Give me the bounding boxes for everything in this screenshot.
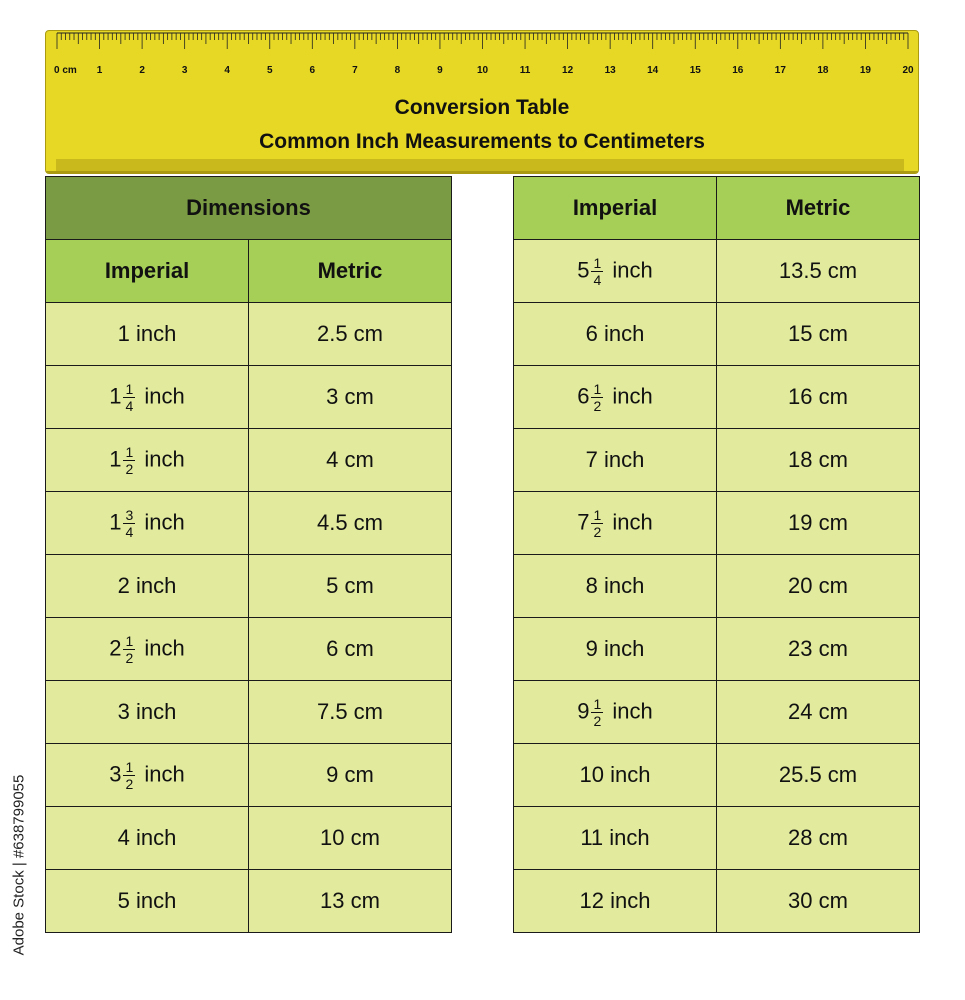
fraction-denominator: 4: [125, 523, 134, 540]
imperial-cell: [46, 555, 249, 618]
unit-label: inch: [136, 699, 177, 724]
whole-number: 5: [117, 888, 130, 913]
table-row: [46, 681, 452, 744]
imperial-cell: [514, 492, 717, 555]
ruler-number: 3: [181, 65, 188, 76]
table-row: [514, 492, 920, 555]
ruler-number: 12: [562, 65, 574, 76]
metric-cell: 23 cm: [717, 618, 920, 681]
unit-label: inch: [604, 447, 645, 472]
fraction-denominator: 4: [593, 271, 602, 288]
fraction-denominator: 4: [125, 397, 134, 414]
ruler-number: 16: [732, 65, 744, 76]
fraction-denominator: 2: [593, 397, 602, 414]
table-row: [514, 618, 920, 681]
metric-cell: 2.5 cm: [249, 303, 452, 366]
unit-label: inch: [136, 573, 177, 598]
unit-label: inch: [138, 445, 185, 471]
fraction: [123, 508, 135, 539]
whole-number: 1: [117, 321, 130, 346]
ruler-number: 5: [266, 65, 273, 76]
whole-number: 10: [579, 762, 604, 787]
metric-cell: 13 cm: [249, 870, 452, 933]
metric-cell: 9 cm: [249, 744, 452, 807]
table-row: [514, 366, 920, 429]
unit-label: inch: [136, 888, 177, 913]
fraction-numerator: 1: [125, 443, 134, 460]
fraction: [591, 697, 603, 728]
stock-id-text: Adobe Stock | #638799055: [10, 774, 28, 956]
ruler-number: 7: [352, 65, 358, 76]
imperial-cell: [46, 366, 249, 429]
metric-cell: 24 cm: [717, 681, 920, 744]
fraction-numerator: 3: [125, 506, 134, 523]
unit-label: inch: [138, 508, 185, 534]
column-header-imperial: Imperial: [46, 240, 249, 303]
imperial-cell: [46, 618, 249, 681]
table-row: [46, 555, 452, 618]
whole-number: 9: [577, 697, 590, 723]
unit-label: inch: [606, 256, 653, 282]
metric-cell: 18 cm: [717, 429, 920, 492]
imperial-cell: [46, 303, 249, 366]
ruler-number: 13: [604, 65, 616, 76]
imperial-cell: [514, 429, 717, 492]
column-header-metric: Metric: [249, 240, 452, 303]
imperial-cell: [514, 303, 717, 366]
unit-label: inch: [610, 888, 651, 913]
metric-cell: 30 cm: [717, 870, 920, 933]
whole-number: 7: [585, 447, 598, 472]
ruler-number: 9: [437, 65, 443, 76]
table-row: [514, 681, 920, 744]
unit-label: inch: [610, 762, 651, 787]
title-line-1: Conversion Table: [394, 96, 570, 119]
table-row: [514, 744, 920, 807]
whole-number: 2: [109, 634, 122, 660]
conversion-table-left: [45, 176, 452, 933]
column-header-metric: Metric: [717, 177, 920, 240]
fraction: [123, 760, 135, 791]
metric-cell: 15 cm: [717, 303, 920, 366]
table-row: [514, 870, 920, 933]
whole-number: 8: [585, 573, 598, 598]
metric-cell: 3 cm: [249, 366, 452, 429]
metric-cell: 28 cm: [717, 807, 920, 870]
fraction: [123, 634, 135, 665]
ruler-number: 10: [476, 65, 489, 76]
table-row: [514, 429, 920, 492]
whole-number: 1: [109, 508, 122, 534]
unit-label: inch: [606, 382, 653, 408]
fraction-denominator: 2: [593, 523, 602, 540]
imperial-cell: [514, 555, 717, 618]
ruler-number: 19: [859, 65, 872, 76]
imperial-cell: [514, 744, 717, 807]
fraction-numerator: 1: [125, 632, 134, 649]
fraction-numerator: 1: [593, 380, 602, 397]
whole-number: 12: [579, 888, 604, 913]
whole-number: 11: [580, 825, 604, 850]
table-row: [514, 807, 920, 870]
table-row: [46, 303, 452, 366]
table-row: [46, 744, 452, 807]
fraction: [591, 382, 603, 413]
ruler-number: 14: [647, 65, 659, 76]
unit-label: inch: [138, 760, 185, 786]
whole-number: 7: [577, 508, 590, 534]
metric-cell: 13.5 cm: [717, 240, 920, 303]
unit-label: inch: [604, 636, 645, 661]
metric-cell: 4 cm: [249, 429, 452, 492]
fraction: [591, 256, 603, 287]
imperial-cell: [46, 744, 249, 807]
ruler-banner: [45, 30, 919, 174]
metric-cell: 20 cm: [717, 555, 920, 618]
fraction-denominator: 2: [593, 712, 602, 729]
ruler-number: 6: [309, 65, 316, 76]
ruler-number: 1: [96, 65, 103, 76]
unit-label: inch: [136, 825, 177, 850]
table-body: [514, 240, 920, 933]
unit-label: inch: [604, 321, 645, 346]
metric-cell: 5 cm: [249, 555, 452, 618]
table-row: [46, 366, 452, 429]
table-row: [514, 240, 920, 303]
table-row: [514, 303, 920, 366]
whole-number: 9: [585, 636, 598, 661]
title-line-2: Common Inch Measurements to Centimeters: [259, 130, 705, 153]
whole-number: 3: [117, 699, 130, 724]
imperial-cell: [514, 681, 717, 744]
metric-cell: 4.5 cm: [249, 492, 452, 555]
imperial-cell: [514, 240, 717, 303]
stock-watermark-id: [8, 760, 30, 970]
unit-label: inch: [606, 697, 653, 723]
ruler-number: 2: [139, 65, 145, 76]
whole-number: 5: [577, 256, 590, 282]
ruler-number: 17: [774, 65, 786, 76]
fraction-numerator: 1: [125, 758, 134, 775]
whole-number: 4: [117, 825, 130, 850]
ruler-number: 18: [817, 65, 829, 76]
fraction-denominator: 2: [125, 775, 134, 792]
ruler-number: 20: [902, 65, 914, 76]
metric-cell: 6 cm: [249, 618, 452, 681]
fraction: [123, 382, 135, 413]
metric-cell: 7.5 cm: [249, 681, 452, 744]
whole-number: 1: [109, 445, 122, 471]
whole-number: 3: [109, 760, 122, 786]
page-title: [46, 91, 918, 159]
whole-number: 6: [585, 321, 598, 346]
ruler-number: 4: [224, 65, 230, 76]
unit-label: inch: [604, 573, 645, 598]
column-header-imperial: Imperial: [514, 177, 717, 240]
ruler-number: 8: [394, 65, 401, 76]
unit-label: inch: [136, 321, 177, 346]
imperial-cell: [514, 807, 717, 870]
group-header-dimensions: Dimensions: [46, 177, 452, 240]
metric-cell: 10 cm: [249, 807, 452, 870]
metric-cell: 25.5 cm: [717, 744, 920, 807]
whole-number: 2: [117, 573, 130, 598]
table-row: [514, 555, 920, 618]
fraction-numerator: 1: [593, 506, 602, 523]
unit-label: inch: [609, 825, 650, 850]
table-row: [46, 870, 452, 933]
table-row: [46, 618, 452, 681]
imperial-cell: [46, 681, 249, 744]
imperial-cell: [46, 870, 249, 933]
whole-number: 6: [577, 382, 590, 408]
table-row: [46, 807, 452, 870]
table-row: [46, 429, 452, 492]
imperial-cell: [514, 366, 717, 429]
ruler-number: 15: [689, 65, 701, 76]
unit-label: inch: [138, 382, 185, 408]
table-row: [46, 492, 452, 555]
metric-cell: 16 cm: [717, 366, 920, 429]
ruler-unit-label: 0 cm: [54, 65, 77, 76]
fraction: [591, 508, 603, 539]
fraction-denominator: 2: [125, 649, 134, 666]
fraction-numerator: 1: [125, 380, 134, 397]
metric-cell: 19 cm: [717, 492, 920, 555]
fraction-numerator: 1: [593, 254, 602, 271]
ruler-edge: [46, 171, 918, 173]
unit-label: inch: [606, 508, 653, 534]
imperial-cell: [46, 492, 249, 555]
fraction-denominator: 2: [125, 460, 134, 477]
imperial-cell: [46, 429, 249, 492]
conversion-table-right: [513, 176, 920, 933]
whole-number: 1: [109, 382, 122, 408]
table-body: [46, 303, 452, 933]
ruler-number: 11: [519, 65, 531, 76]
imperial-cell: [514, 618, 717, 681]
imperial-cell: [514, 870, 717, 933]
imperial-cell: [46, 807, 249, 870]
fraction: [123, 445, 135, 476]
fraction-numerator: 1: [593, 695, 602, 712]
unit-label: inch: [138, 634, 185, 660]
